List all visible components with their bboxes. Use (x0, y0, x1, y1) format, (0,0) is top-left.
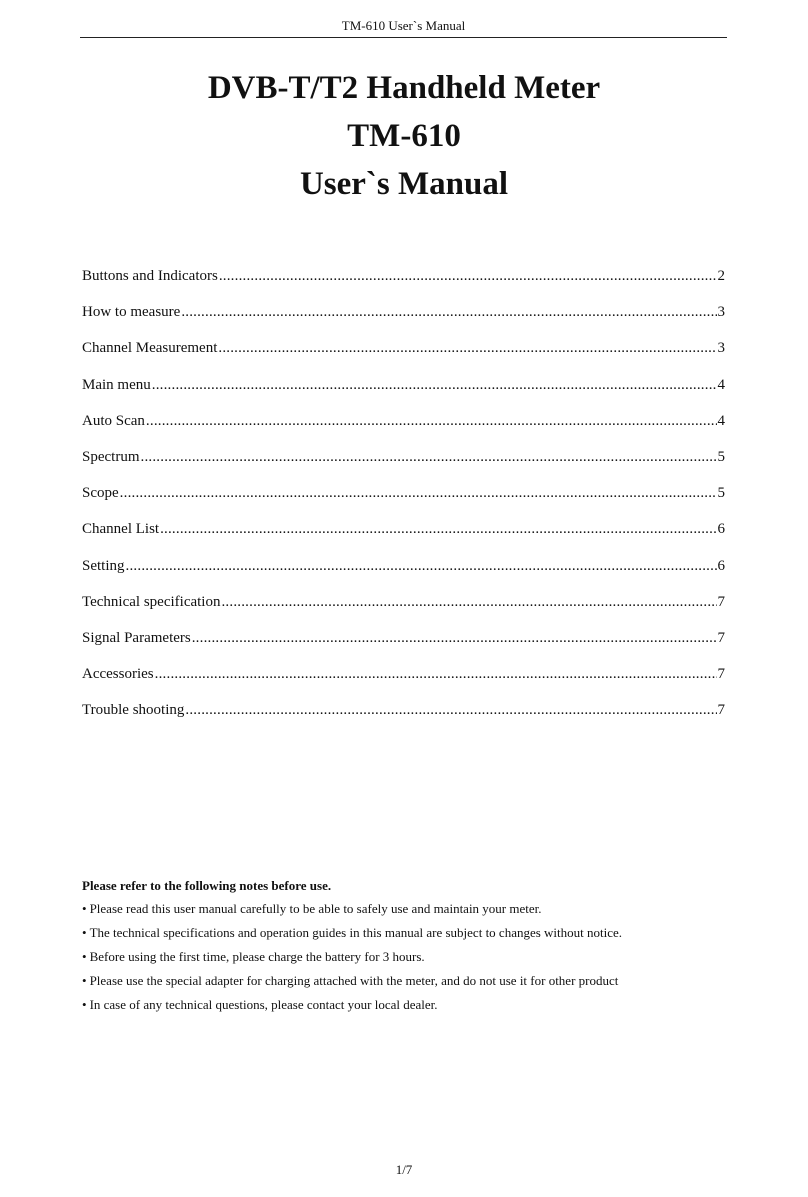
toc-leader-dots (219, 265, 717, 287)
toc-entry-channel-list[interactable] (82, 518, 725, 554)
notes-heading: Please refer to the following notes before use. (82, 878, 332, 893)
note-item (82, 947, 722, 971)
note-text: The technical specifications and operation guides in this manual are subject to changes without notice. (89, 925, 623, 940)
toc-entry-channel-measurement[interactable] (82, 337, 725, 373)
toc-entry-auto-scan[interactable] (82, 410, 725, 446)
bullet-icon: • (82, 925, 87, 940)
toc-entry-page: 4 (717, 412, 725, 429)
toc-entry-label: Scope (82, 485, 119, 502)
toc-leader-dots (146, 410, 717, 432)
toc-leader-dots (218, 337, 716, 359)
note-text: Please use the special adapter for charging attached with the meter, and do not use it for other product (89, 973, 619, 988)
toc-entry-page: 7 (717, 629, 725, 646)
toc-entry-label: Main menu (82, 376, 151, 393)
toc-entry-page: 7 (717, 593, 725, 610)
toc-entry-page: 5 (717, 448, 725, 465)
toc-entry-label: Spectrum (82, 448, 140, 465)
toc-entry-spectrum[interactable] (82, 446, 725, 482)
note-item (82, 899, 722, 923)
page-footer (0, 1161, 808, 1179)
toc-entry-page: 3 (717, 304, 725, 321)
title-manual: User`s Manual (299, 166, 509, 202)
toc-entry-scope[interactable] (82, 482, 725, 518)
note-text: Please read this user manual carefully to be able to safely use and maintain your meter. (89, 901, 542, 916)
toc-entry-accessories[interactable] (82, 663, 725, 699)
toc-leader-dots (120, 482, 717, 504)
toc-entry-technical-specification[interactable] (82, 591, 725, 627)
table-of-contents (82, 265, 725, 735)
toc-entry-signal-parameters[interactable] (82, 627, 725, 663)
note-item (82, 995, 722, 1019)
title-product-type: DVB-T/T2 Handheld Meter (207, 70, 601, 106)
toc-entry-page: 7 (717, 702, 725, 719)
toc-entry-page: 6 (717, 521, 725, 538)
toc-entry-page: 4 (717, 376, 725, 393)
toc-entry-page: 5 (717, 485, 725, 502)
usage-notes (82, 875, 722, 1019)
toc-leader-dots (155, 663, 717, 685)
bullet-icon: • (82, 901, 87, 916)
running-header-title: TM-610 User`s Manual (341, 18, 466, 33)
toc-entry-setting[interactable] (82, 555, 725, 591)
toc-leader-dots (141, 446, 717, 468)
toc-entry-label: Setting (82, 557, 125, 574)
toc-entry-page: 2 (717, 268, 725, 284)
toc-leader-dots (192, 627, 717, 649)
toc-leader-dots (126, 555, 717, 577)
toc-entry-label: Accessories (82, 666, 154, 683)
toc-entry-label: Channel List (82, 521, 160, 538)
toc-entry-label: Trouble shooting (82, 702, 185, 719)
toc-entry-trouble-shooting[interactable] (82, 699, 725, 735)
toc-leader-dots (221, 591, 716, 613)
toc-entry-label: How to measure (82, 304, 181, 321)
toc-entry-label: Auto Scan (82, 412, 145, 429)
running-header (80, 16, 727, 38)
note-item (82, 971, 722, 995)
note-item (82, 923, 722, 947)
toc-leader-dots (185, 699, 716, 721)
toc-entry-page: 7 (717, 666, 725, 683)
toc-leader-dots (160, 518, 716, 540)
title-model: TM-610 (347, 118, 461, 154)
notes-list (82, 899, 722, 1019)
note-text: Before using the first time, please charge the battery for 3 hours. (89, 949, 425, 964)
document-title (0, 64, 808, 208)
page-number: 1/7 (395, 1162, 413, 1177)
bullet-icon: • (82, 949, 87, 964)
toc-entry-page: 6 (717, 557, 725, 574)
toc-entry-label: Buttons and Indicators (82, 268, 218, 284)
bullet-icon: • (82, 973, 87, 988)
toc-entry-how-to-measure[interactable] (82, 301, 725, 337)
toc-entry-label: Signal Parameters (82, 629, 191, 646)
toc-entry-page: 3 (717, 340, 725, 357)
toc-entry-buttons-and-indicators[interactable] (82, 265, 725, 301)
toc-entry-label: Technical specification (82, 593, 221, 610)
toc-entry-label: Channel Measurement (82, 340, 218, 357)
bullet-icon: • (82, 997, 87, 1012)
toc-leader-dots (152, 374, 717, 396)
toc-leader-dots (181, 301, 716, 323)
note-text: In case of any technical questions, please contact your local dealer. (89, 997, 438, 1012)
toc-entry-main-menu[interactable] (82, 374, 725, 410)
